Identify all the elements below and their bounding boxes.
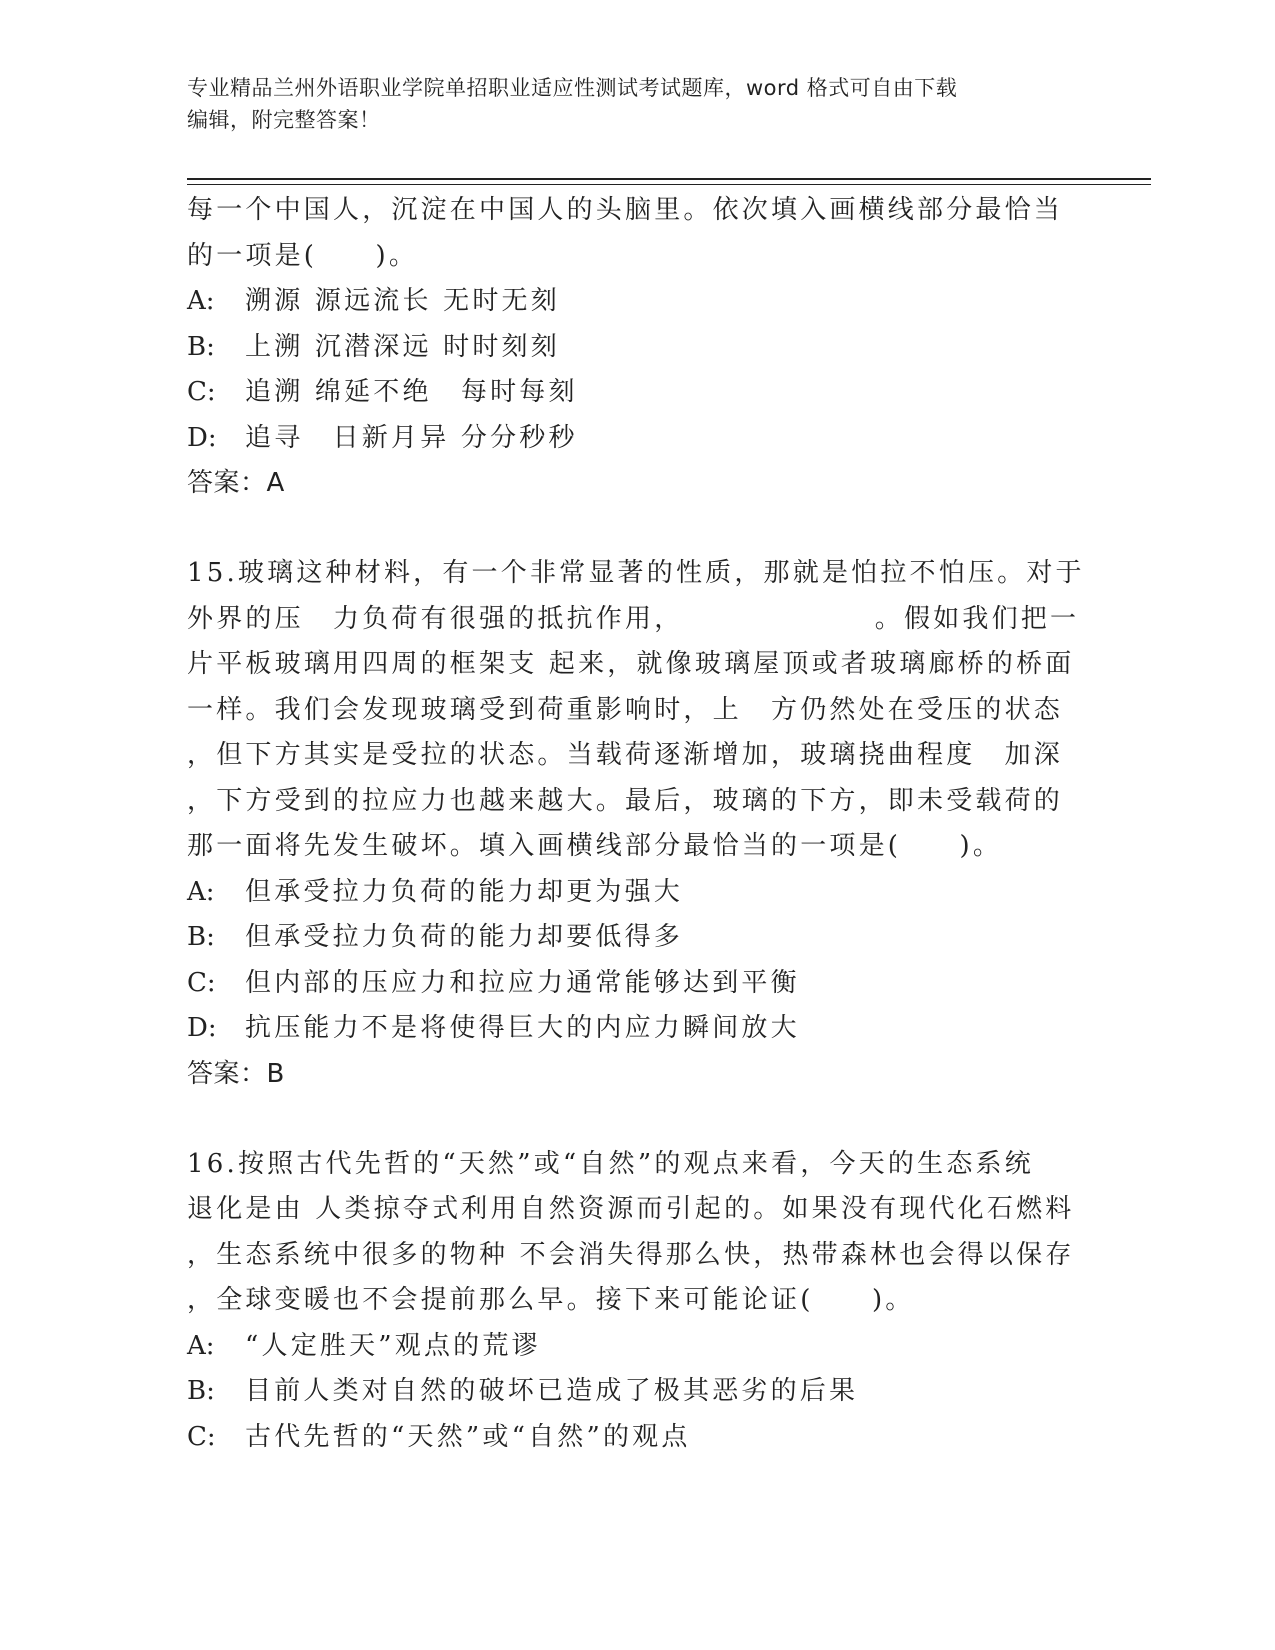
question-stem-line: ，但下方其实是受拉的状态。当载荷逐渐增加，玻璃挠曲程度 加深 (187, 740, 1064, 770)
option-b (187, 1369, 1077, 1415)
question-stem-line: 退化是由 人类掠夺式利用自然资源而引起的。如果没有现代化石燃料 (187, 1194, 1075, 1224)
option-a (187, 870, 1077, 916)
option-text: 抗压能力不是将使得巨大的内应力瞬间放大 (245, 1013, 800, 1043)
spacer (187, 1097, 1077, 1142)
question-stem-line: 一样。我们会发现玻璃受到荷重影响时，上 方仍然处在受压的状态 (187, 694, 1064, 725)
question-stem-line: ，生态系统中很多的物种 不会消失得那么快，热带森林也会得以保存 (187, 1239, 1075, 1270)
option-c (187, 370, 1077, 416)
option-c (187, 961, 1077, 1007)
option-a (187, 279, 1077, 325)
header-line-1: 专业精品兰州外语职业学院单招职业适应性测试考试题库，word 格式可自由下载 (187, 76, 958, 100)
header-divider (187, 178, 1151, 185)
option-text: 追寻 日新月异 分分秒秒 (245, 422, 578, 453)
answer-label: 答案：A (187, 468, 285, 498)
question-stem-line: 外界的压 力负荷有很强的抵抗作用， 。假如我们把一 (187, 603, 1080, 634)
option-text: 溯源 源远流长 无时无刻 (245, 286, 560, 316)
question-stem-line: 16.按照古代先哲的“天然”或“自然”的观点来看，今天的生态系统 (187, 1148, 1034, 1179)
question-stem-line: 15.玻璃这种材料，有一个非常显著的性质，那就是怕拉不怕压。对于 (187, 558, 1085, 588)
option-text: 目前人类对自然的破坏已造成了极其恶劣的后果 (245, 1376, 859, 1406)
option-d (187, 1006, 1077, 1052)
option-letter: B: (187, 331, 215, 362)
question-stem-line: 那一面将先发生破坏。填入画横线部分最恰当的一项是( )。 (187, 831, 1003, 861)
question-16 (187, 1142, 1077, 1461)
option-b (187, 325, 1077, 371)
option-letter: C: (187, 967, 216, 998)
option-text: 追溯 绵延不绝 每时每刻 (245, 377, 578, 407)
option-letter: C: (187, 1421, 216, 1452)
spacer (187, 506, 1077, 551)
option-c (187, 1415, 1077, 1461)
option-letter: B: (187, 922, 215, 952)
question-15 (187, 551, 1085, 1097)
question-stem-line: ，下方受到的拉应力也越来越大。最后，玻璃的下方，即未受载荷的 (187, 785, 1064, 816)
question-stem-line: 每一个中国人，沉淀在中国人的头脑里。依次填入画横线部分最恰当 (187, 195, 1064, 225)
option-letter: A: (187, 286, 215, 316)
question-14 (187, 188, 1077, 506)
option-b (187, 915, 1077, 961)
question-stem-line: ，全球变暖也不会提前那么早。接下来可能论证( )。 (187, 1285, 915, 1315)
page-header (187, 72, 1067, 136)
option-text: 但内部的压应力和拉应力通常能够达到平衡 (245, 967, 800, 998)
option-letter: B: (187, 1376, 215, 1406)
option-letter: D: (187, 1013, 217, 1043)
option-text: 但承受拉力负荷的能力却更为强大 (245, 876, 684, 907)
option-letter: A: (187, 876, 215, 907)
option-text: 上溯 沉潜深远 时时刻刻 (245, 331, 560, 362)
option-letter: D: (187, 422, 217, 453)
option-text: 古代先哲的“天然”或“自然”的观点 (245, 1421, 691, 1452)
option-a (187, 1324, 1077, 1370)
question-stem-line: 片平板玻璃用四周的框架支 起来，就像玻璃屋顶或者玻璃廊桥的桥面 (187, 649, 1075, 679)
question-stem-line: 的一项是( )。 (187, 240, 419, 271)
option-d (187, 416, 1077, 462)
option-letter: A: (187, 1330, 215, 1361)
option-text: 但承受拉力负荷的能力却要低得多 (245, 922, 684, 952)
header-line-2: 编辑，附完整答案！ (187, 108, 381, 132)
document-body (187, 188, 1085, 1460)
answer-label: 答案：B (187, 1058, 285, 1089)
option-text: “人定胜天”观点的荒谬 (245, 1330, 541, 1361)
option-letter: C: (187, 377, 216, 407)
